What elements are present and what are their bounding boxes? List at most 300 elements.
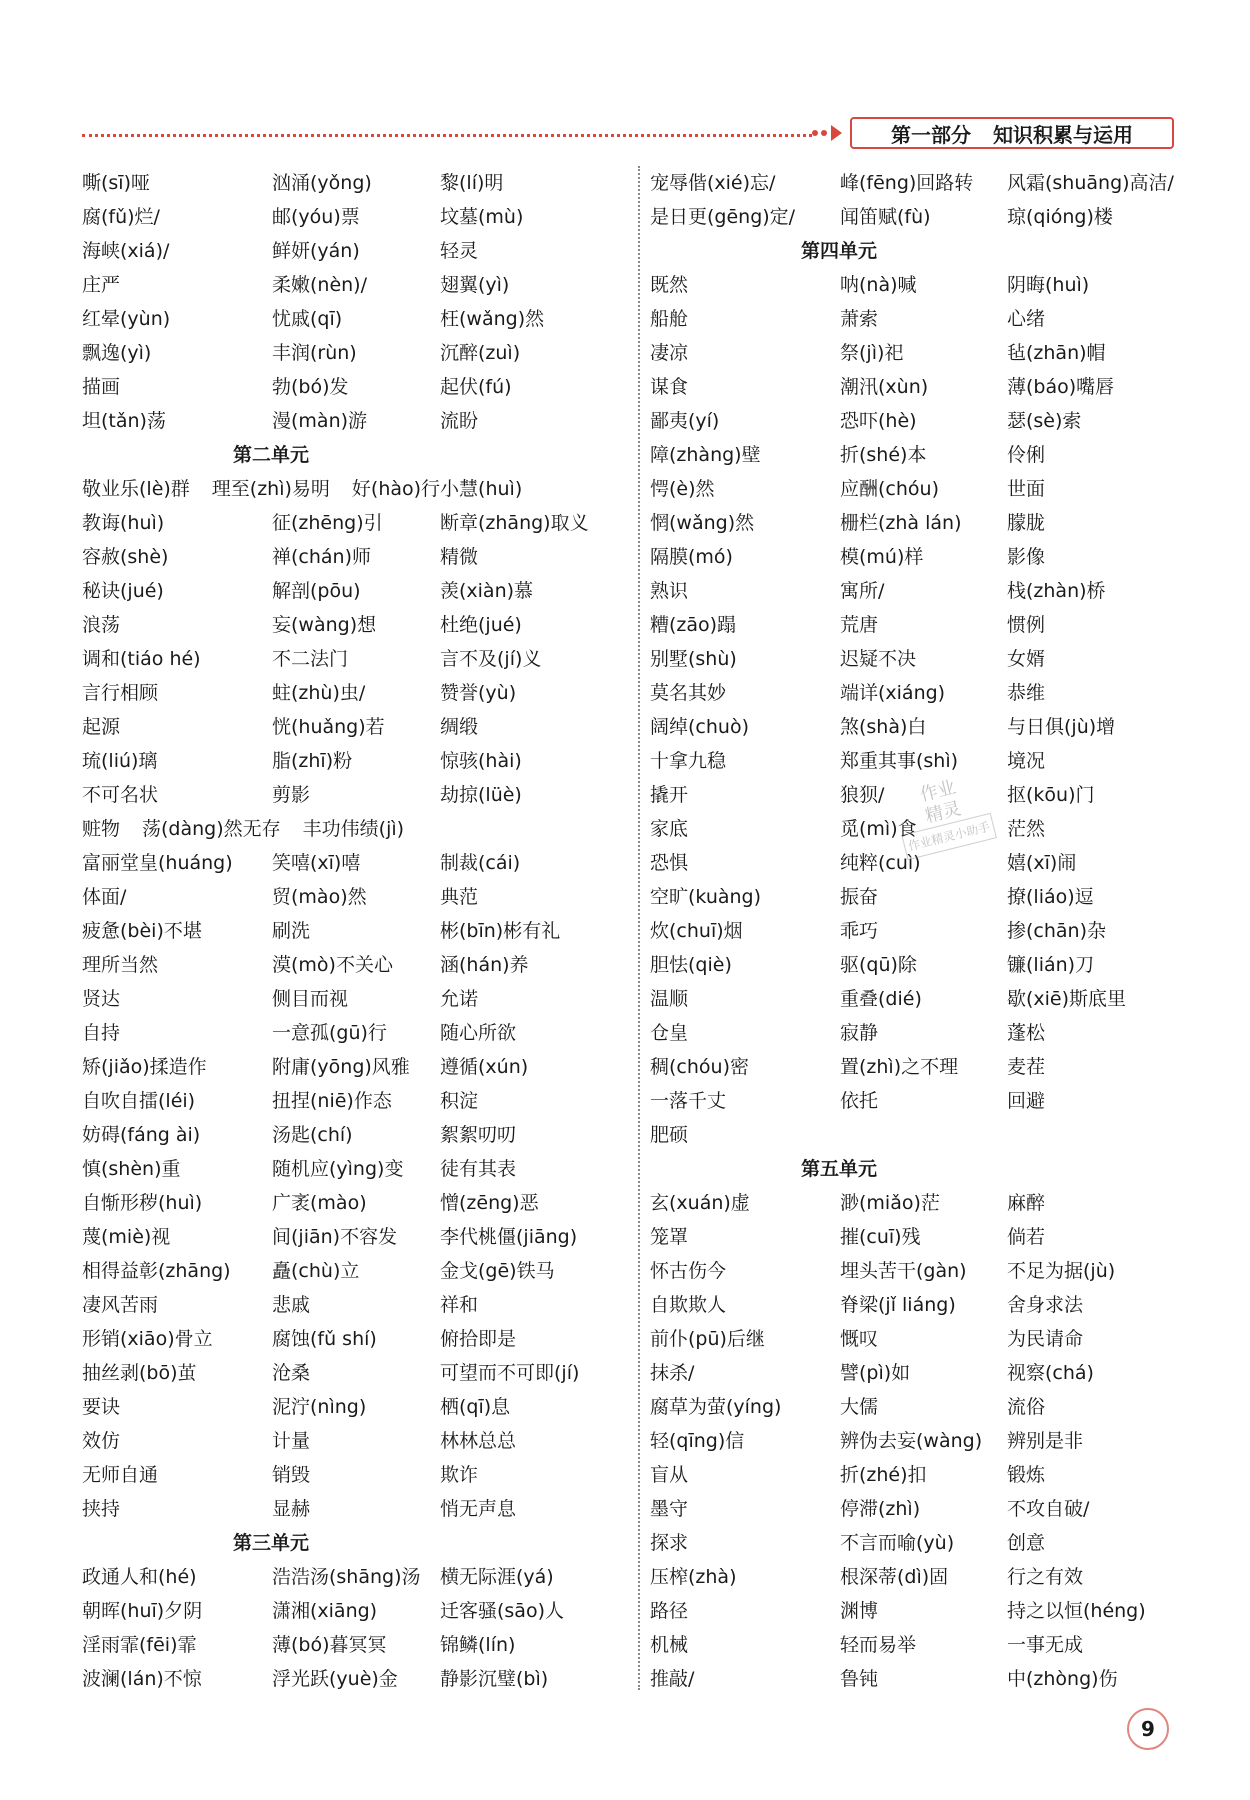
vocab-word: 形销(xiāo)骨立 <box>82 1327 213 1350</box>
vocab-word: 徒有其表 <box>440 1157 517 1180</box>
vocab-word: 挟持 <box>82 1497 121 1520</box>
vocab-word: 敬业乐(lè)群 <box>82 477 190 500</box>
vocab-word: 枉(wǎng)然 <box>440 307 545 330</box>
vocab-word: 贤达 <box>82 987 121 1010</box>
word-row <box>82 606 627 640</box>
vocab-word: 胆怯(qiè) <box>650 953 732 976</box>
vocab-word: 涵(hán)养 <box>440 953 529 976</box>
vocab-word: 蛀(zhù)虫/ <box>272 681 366 704</box>
word-row <box>650 1422 1180 1456</box>
vocab-word: 秘诀(jué) <box>82 579 164 602</box>
vocab-word: 麦茬 <box>1007 1055 1046 1078</box>
vocab-word: 呐(nà)喊 <box>840 273 917 296</box>
vocab-word: 禅(chán)师 <box>272 545 371 568</box>
vocab-word: 描画 <box>82 375 121 398</box>
vocab-word: 不言而喻(yù) <box>840 1531 955 1554</box>
vocab-word: 海峡(xiá)/ <box>82 239 170 262</box>
word-row <box>82 334 627 368</box>
word-row <box>82 1150 627 1184</box>
vocab-word: 峰(fēng)回路转 <box>840 171 974 194</box>
word-row <box>82 1490 627 1524</box>
vocab-word: 容赦(shè) <box>82 545 169 568</box>
vocab-word: 教诲(huì) <box>82 511 165 534</box>
word-row <box>82 776 627 810</box>
vocab-word: 荒唐 <box>840 613 879 636</box>
unit-heading: 第三单元 <box>232 1531 309 1554</box>
vocab-word: 持之以恒(héng) <box>1007 1599 1146 1622</box>
vocab-word: 体面/ <box>82 885 127 908</box>
vocab-word: 矗(chù)立 <box>272 1259 360 1282</box>
word-row <box>82 1116 627 1150</box>
vocab-word: 盲从 <box>650 1463 689 1486</box>
word-row <box>82 674 627 708</box>
word-row <box>650 1558 1180 1592</box>
word-row <box>650 674 1180 708</box>
vocab-word: 稠(chóu)密 <box>650 1055 749 1078</box>
vocab-word: 静影沉璧(bì) <box>440 1667 549 1690</box>
vocab-word: 心绪 <box>1007 307 1046 330</box>
vocab-word: 譬(pì)如 <box>840 1361 911 1384</box>
vocab-word: 萧索 <box>840 307 879 330</box>
word-row <box>82 402 627 436</box>
word-row <box>82 844 627 878</box>
vocab-word: 舍身求法 <box>1007 1293 1084 1316</box>
unit-heading: 第二单元 <box>232 443 309 466</box>
vocab-word: 阴晦(huì) <box>1007 273 1090 296</box>
vocab-word: 锦鳞(lín) <box>440 1633 516 1656</box>
vocab-word: 起源 <box>82 715 121 738</box>
vocab-word: 脊梁(jǐ liáng) <box>840 1293 956 1316</box>
word-row <box>650 1388 1180 1422</box>
vocab-word: 恭维 <box>1007 681 1046 704</box>
word-row <box>650 1218 1180 1252</box>
word-row <box>82 1660 627 1694</box>
word-row <box>82 1286 627 1320</box>
vocab-word: 莫名其妙 <box>650 681 727 704</box>
vocab-word: 计量 <box>272 1429 311 1452</box>
word-row <box>82 980 627 1014</box>
vocab-word: 乖巧 <box>840 919 879 942</box>
vocab-word: 纯粹(cuì) <box>840 851 921 874</box>
vocab-word: 毡(zhān)帽 <box>1007 341 1106 364</box>
vocab-word: 觅(mì)食 <box>840 817 917 840</box>
vocab-word: 潇湘(xiāng) <box>272 1599 378 1622</box>
vocab-word: 凄凉 <box>650 341 689 364</box>
watermark-stamp: 作业 精灵 作业精灵小助手 <box>872 765 1017 874</box>
vocab-word: 寓所/ <box>840 579 885 602</box>
vocab-word: 效仿 <box>82 1429 121 1452</box>
vocab-word: 坦(tǎn)荡 <box>82 409 166 432</box>
vocab-word: 浪荡 <box>82 613 121 636</box>
vocab-word: 既然 <box>650 273 689 296</box>
vocab-word: 锻炼 <box>1007 1463 1046 1486</box>
word-row <box>82 708 627 742</box>
vocab-word: 显赫 <box>272 1497 311 1520</box>
vocab-word: 妨碍(fáng ài) <box>82 1123 201 1146</box>
vocab-word: 轻(qīng)信 <box>650 1429 745 1452</box>
vocab-word: 为民请命 <box>1007 1327 1084 1350</box>
vocab-word: 不二法门 <box>272 647 349 670</box>
vocab-word: 丰功伟绩(jì) <box>302 817 405 840</box>
vocab-word: 欺诈 <box>440 1463 479 1486</box>
vocab-word: 刷洗 <box>272 919 311 942</box>
word-row <box>82 1320 627 1354</box>
word-row <box>650 1252 1180 1286</box>
vocab-word: 遵循(xún) <box>440 1055 529 1078</box>
vocab-word: 恍(huǎng)若 <box>272 715 385 738</box>
vocab-word: 仓皇 <box>650 1021 689 1044</box>
word-row <box>82 164 627 198</box>
vocab-word: 路径 <box>650 1599 689 1622</box>
vocab-word: 贸(mào)然 <box>272 885 367 908</box>
vocab-word: 荡(dàng)然无存 <box>142 817 281 840</box>
word-row <box>650 1184 1180 1218</box>
vocab-word: 依托 <box>840 1089 879 1112</box>
vocab-word: 鲁钝 <box>840 1667 879 1690</box>
word-row <box>650 878 1180 912</box>
vocab-word: 振奋 <box>840 885 879 908</box>
vocab-word: 轻而易举 <box>840 1633 917 1656</box>
vocab-word: 家底 <box>650 817 689 840</box>
vocab-word: 薄(báo)嘴唇 <box>1007 375 1115 398</box>
vocab-word: 境况 <box>1007 749 1046 772</box>
vocab-word: 前仆(pū)后继 <box>650 1327 765 1350</box>
word-row <box>650 1490 1180 1524</box>
vocab-word: 根深蒂(dì)固 <box>840 1565 949 1588</box>
vocab-word: 自欺欺人 <box>650 1293 727 1316</box>
vocab-word: 模(mú)样 <box>840 545 924 568</box>
word-row <box>82 742 627 776</box>
vocab-word: 辨伪去妄(wàng) <box>840 1429 983 1452</box>
vocab-word: 漠(mò)不关心 <box>272 953 393 976</box>
vocab-word: 黎(lí)明 <box>440 171 504 194</box>
vocab-word: 蔑(miè)视 <box>82 1225 171 1248</box>
vocab-word: 朝晖(huī)夕阴 <box>82 1599 203 1622</box>
vocab-word: 波澜(lán)不惊 <box>82 1667 202 1690</box>
word-row <box>650 402 1180 436</box>
vocab-word: 风霜(shuāng)高洁/ <box>1007 171 1174 194</box>
vocab-word: 蓬松 <box>1007 1021 1046 1044</box>
word-row <box>650 504 1180 538</box>
vocab-word: 腐草为萤(yíng) <box>650 1395 782 1418</box>
vocab-word: 侧目而视 <box>272 987 349 1010</box>
word-row <box>82 1354 627 1388</box>
vocab-word: 言不及(jí)义 <box>440 647 542 670</box>
vocab-word: 林林总总 <box>440 1429 517 1452</box>
word-row <box>82 1014 627 1048</box>
vocab-word: 撩(liáo)逗 <box>1007 885 1094 908</box>
right-column <box>650 164 1180 1694</box>
word-row <box>650 912 1180 946</box>
vocab-word: 渺(miǎo)茫 <box>840 1191 940 1214</box>
unit-heading: 第四单元 <box>800 239 877 262</box>
vocab-word: 广袤(mào) <box>272 1191 367 1214</box>
word-row <box>650 1286 1180 1320</box>
vocab-word: 掺(chān)杂 <box>1007 919 1106 942</box>
vocab-word: 自持 <box>82 1021 121 1044</box>
vocab-word: 与日俱(jù)增 <box>1007 715 1116 738</box>
vocab-word: 腐(fǔ)烂/ <box>82 205 160 228</box>
vocab-word: 恐吓(hè) <box>840 409 917 432</box>
header-box <box>850 117 1174 149</box>
vocab-word: 推敲/ <box>650 1667 695 1690</box>
vocab-word: 浩浩汤(shāng)汤 <box>272 1565 421 1588</box>
word-row <box>650 640 1180 674</box>
unit-heading: 第五单元 <box>800 1157 877 1180</box>
vocab-word: 理所当然 <box>82 953 159 976</box>
vocab-word: 祥和 <box>440 1293 479 1316</box>
vocab-word: 琉(liú)璃 <box>82 749 158 772</box>
vocab-word: 慎(shèn)重 <box>82 1157 181 1180</box>
vocab-word: 船舱 <box>650 307 689 330</box>
vocab-word: 栅栏(zhà lán) <box>840 511 962 534</box>
vocab-word: 别墅(shù) <box>650 647 737 670</box>
vocab-word: 勃(bó)发 <box>272 375 349 398</box>
vocab-word: 无师自通 <box>82 1463 159 1486</box>
vocab-word: 探求 <box>650 1531 689 1554</box>
vocab-word: 妄(wàng)想 <box>272 613 377 636</box>
vocab-word: 怀古伤今 <box>650 1259 727 1282</box>
vocab-word: 郑重其事(shì) <box>840 749 959 772</box>
word-row <box>82 1048 627 1082</box>
vocab-word: 鄙夷(yí) <box>650 409 720 432</box>
vocab-word: 惯例 <box>1007 613 1046 636</box>
vocab-word: 坟墓(mù) <box>440 205 524 228</box>
vocab-word: 谋食 <box>650 375 689 398</box>
word-row <box>650 1524 1180 1558</box>
word-row <box>650 1592 1180 1626</box>
word-row <box>82 300 627 334</box>
vocab-word: 瑟(sè)索 <box>1007 409 1082 432</box>
vocab-word: 一意孤(gū)行 <box>272 1021 387 1044</box>
word-row <box>650 1456 1180 1490</box>
vocab-word: 琼(qióng)楼 <box>1007 205 1113 228</box>
word-row <box>82 266 627 300</box>
word-row <box>82 504 627 538</box>
word-row <box>82 1456 627 1490</box>
vocab-word: 流盼 <box>440 409 479 432</box>
vocab-word: 端详(xiáng) <box>840 681 946 704</box>
vocab-word: 不足为据(jù) <box>1007 1259 1116 1282</box>
vocab-word: 丰润(rùn) <box>272 341 357 364</box>
vocab-word: 绸缎 <box>440 715 479 738</box>
word-row <box>82 640 627 674</box>
vocab-word: 糟(zāo)蹋 <box>650 613 737 636</box>
vocab-word: 歇(xiē)斯底里 <box>1007 987 1127 1010</box>
header-part: 第一部分 <box>891 122 971 147</box>
vocab-word: 是日更(gēng)定/ <box>650 205 796 228</box>
vocab-word: 渊博 <box>840 1599 879 1622</box>
arrow-right-icon <box>831 125 842 141</box>
vocab-word: 障(zhàng)壁 <box>650 443 761 466</box>
vocab-word: 金戈(gē)铁马 <box>440 1259 555 1282</box>
vocab-word: 轻灵 <box>440 239 479 262</box>
vocab-word: 羡(xiàn)慕 <box>440 579 534 602</box>
vocab-word: 富丽堂皇(huáng) <box>82 851 233 874</box>
vocab-word: 停滞(zhì) <box>840 1497 921 1520</box>
vocab-word: 抹杀/ <box>650 1361 695 1384</box>
vocab-word: 漫(màn)游 <box>272 409 368 432</box>
word-row <box>650 198 1180 232</box>
word-row <box>650 980 1180 1014</box>
word-row <box>82 1558 627 1592</box>
word-row <box>82 1592 627 1626</box>
word-row <box>82 1422 627 1456</box>
vocab-word: 精微 <box>440 545 479 568</box>
word-row <box>82 912 627 946</box>
vocab-word: 折(zhé)扣 <box>840 1463 927 1486</box>
word-row <box>650 470 1180 504</box>
vocab-word: 自惭形秽(huì) <box>82 1191 203 1214</box>
vocab-word: 絮絮叨叨 <box>440 1123 517 1146</box>
vocab-word: 驱(qū)除 <box>840 953 917 976</box>
word-row <box>82 810 627 844</box>
header-title: 知识积累与运用 <box>993 122 1133 147</box>
word-row <box>650 436 1180 470</box>
vocab-word: 浮光跃(yuè)金 <box>272 1667 398 1690</box>
header-dots-icon <box>812 130 827 136</box>
vocab-word: 断章(zhāng)取义 <box>440 511 589 534</box>
word-row <box>82 1218 627 1252</box>
vocab-word: 笼罩 <box>650 1225 689 1248</box>
vocab-word: 制裁(cái) <box>440 851 521 874</box>
word-row <box>82 368 627 402</box>
vocab-word: 解剖(pōu) <box>272 579 361 602</box>
vocab-word: 抠(kōu)门 <box>1007 783 1095 806</box>
vocab-word: 茫然 <box>1007 817 1046 840</box>
vocab-word: 汤匙(chí) <box>272 1123 353 1146</box>
vocab-word: 十拿九稳 <box>650 749 727 772</box>
vocab-word: 凄风苦雨 <box>82 1293 159 1316</box>
vocab-word: 腐蚀(fǔ shí) <box>272 1327 377 1350</box>
vocab-word: 倘若 <box>1007 1225 1046 1248</box>
vocab-word: 栈(zhàn)桥 <box>1007 579 1106 602</box>
vocab-word: 嘶(sī)哑 <box>82 171 151 194</box>
vocab-word: 不可名状 <box>82 783 159 806</box>
vocab-word: 赞誉(yù) <box>440 681 517 704</box>
word-row <box>82 198 627 232</box>
word-row <box>82 878 627 912</box>
word-row <box>82 1388 627 1422</box>
vocab-word: 典范 <box>440 885 479 908</box>
vocab-word: 调和(tiáo hé) <box>82 647 201 670</box>
vocab-word: 阔绰(chuò) <box>650 715 749 738</box>
vocab-word: 言行相顾 <box>82 681 159 704</box>
vocab-word: 泥泞(nìng) <box>272 1395 367 1418</box>
vocab-word: 鲜妍(yán) <box>272 239 360 262</box>
vocab-word: 横无际涯(yá) <box>440 1565 554 1588</box>
vocab-word: 视察(chá) <box>1007 1361 1094 1384</box>
word-row <box>82 572 627 606</box>
vocab-word: 迟疑不决 <box>840 647 917 670</box>
word-row <box>650 1014 1180 1048</box>
vocab-word: 销毁 <box>272 1463 311 1486</box>
vocab-word: 彬(bīn)彬有礼 <box>440 919 561 942</box>
vocab-word: 薄(bó)暮冥冥 <box>272 1633 387 1656</box>
word-row <box>650 368 1180 402</box>
vocab-word: 恐惧 <box>650 851 689 874</box>
vocab-word: 随心所欲 <box>440 1021 517 1044</box>
vocab-word: 抽丝剥(bō)茧 <box>82 1361 197 1384</box>
word-row <box>82 1184 627 1218</box>
vocab-word: 玄(xuán)虚 <box>650 1191 750 1214</box>
vocab-word: 悲戚 <box>272 1293 311 1316</box>
word-row <box>650 334 1180 368</box>
word-row <box>82 470 627 504</box>
vocab-word: 柔嫩(nèn)/ <box>272 273 368 296</box>
word-row <box>650 606 1180 640</box>
vocab-word: 悄无声息 <box>440 1497 517 1520</box>
vocab-word: 杜绝(jué) <box>440 613 522 636</box>
word-row <box>82 946 627 980</box>
vocab-word: 庄严 <box>82 273 121 296</box>
vocab-word: 沧桑 <box>272 1361 311 1384</box>
vocab-word: 慨叹 <box>840 1327 879 1350</box>
vocab-word: 流俗 <box>1007 1395 1046 1418</box>
vocab-word: 压榨(zhà) <box>650 1565 737 1588</box>
vocab-word: 笑嘻(xī)嘻 <box>272 851 361 874</box>
vocab-word: 大儒 <box>840 1395 879 1418</box>
word-row <box>650 708 1180 742</box>
vocab-word: 翅翼(yì) <box>440 273 510 296</box>
vocab-word: 愕(è)然 <box>650 477 715 500</box>
vocab-word: 嬉(xī)闹 <box>1007 851 1077 874</box>
vocab-word: 起伏(fú) <box>440 375 512 398</box>
vocab-word: 可望而不可即(jí) <box>440 1361 580 1384</box>
vocab-word: 相得益彰(zhāng) <box>82 1259 231 1282</box>
vocab-word: 影像 <box>1007 545 1046 568</box>
vocab-word: 回避 <box>1007 1089 1046 1112</box>
vocab-word: 赃物 <box>82 817 121 840</box>
vocab-word: 自吹自擂(léi) <box>82 1089 196 1112</box>
vocab-word: 埋头苦干(gàn) <box>840 1259 967 1282</box>
word-row <box>650 1116 1180 1150</box>
vocab-word: 憎(zēng)恶 <box>440 1191 539 1214</box>
vocab-word: 女婿 <box>1007 647 1046 670</box>
vocab-word: 要诀 <box>82 1395 121 1418</box>
word-row <box>650 266 1180 300</box>
vocab-word: 宠辱偕(xié)忘/ <box>650 171 776 194</box>
word-row <box>650 1320 1180 1354</box>
vocab-word: 麻醉 <box>1007 1191 1046 1214</box>
vocab-word: 不攻自破/ <box>1007 1497 1090 1520</box>
vocab-word: 肥硕 <box>650 1123 689 1146</box>
vocab-word: 朦胧 <box>1007 511 1046 534</box>
word-row <box>650 946 1180 980</box>
vocab-word: 温顺 <box>650 987 689 1010</box>
vocab-word: 惘(wǎng)然 <box>650 511 755 534</box>
word-row <box>650 1082 1180 1116</box>
vocab-word: 一事无成 <box>1007 1633 1084 1656</box>
vocab-word: 沉醉(zuì) <box>440 341 521 364</box>
vocab-word: 俯拾即是 <box>440 1327 517 1350</box>
vocab-word: 行之有效 <box>1007 1565 1084 1588</box>
vocab-word: 好(hào)行小慧(huì) <box>351 477 523 500</box>
vocab-word: 重叠(dié) <box>840 987 922 1010</box>
vocab-word: 机械 <box>650 1633 689 1656</box>
left-column <box>82 164 627 1694</box>
vocab-word: 征(zhēng)引 <box>272 511 383 534</box>
vocab-word: 附庸(yōng)风雅 <box>272 1055 410 1078</box>
vocab-word: 中(zhòng)伤 <box>1007 1667 1118 1690</box>
vocab-word: 扭捏(niē)作态 <box>272 1089 392 1112</box>
column-divider <box>638 166 640 1690</box>
word-row <box>82 1626 627 1660</box>
vocab-word: 撬开 <box>650 783 689 806</box>
vocab-word: 寂静 <box>840 1021 879 1044</box>
vocab-word: 迁客骚(sāo)人 <box>440 1599 564 1622</box>
vocab-word: 煞(shà)白 <box>840 715 927 738</box>
